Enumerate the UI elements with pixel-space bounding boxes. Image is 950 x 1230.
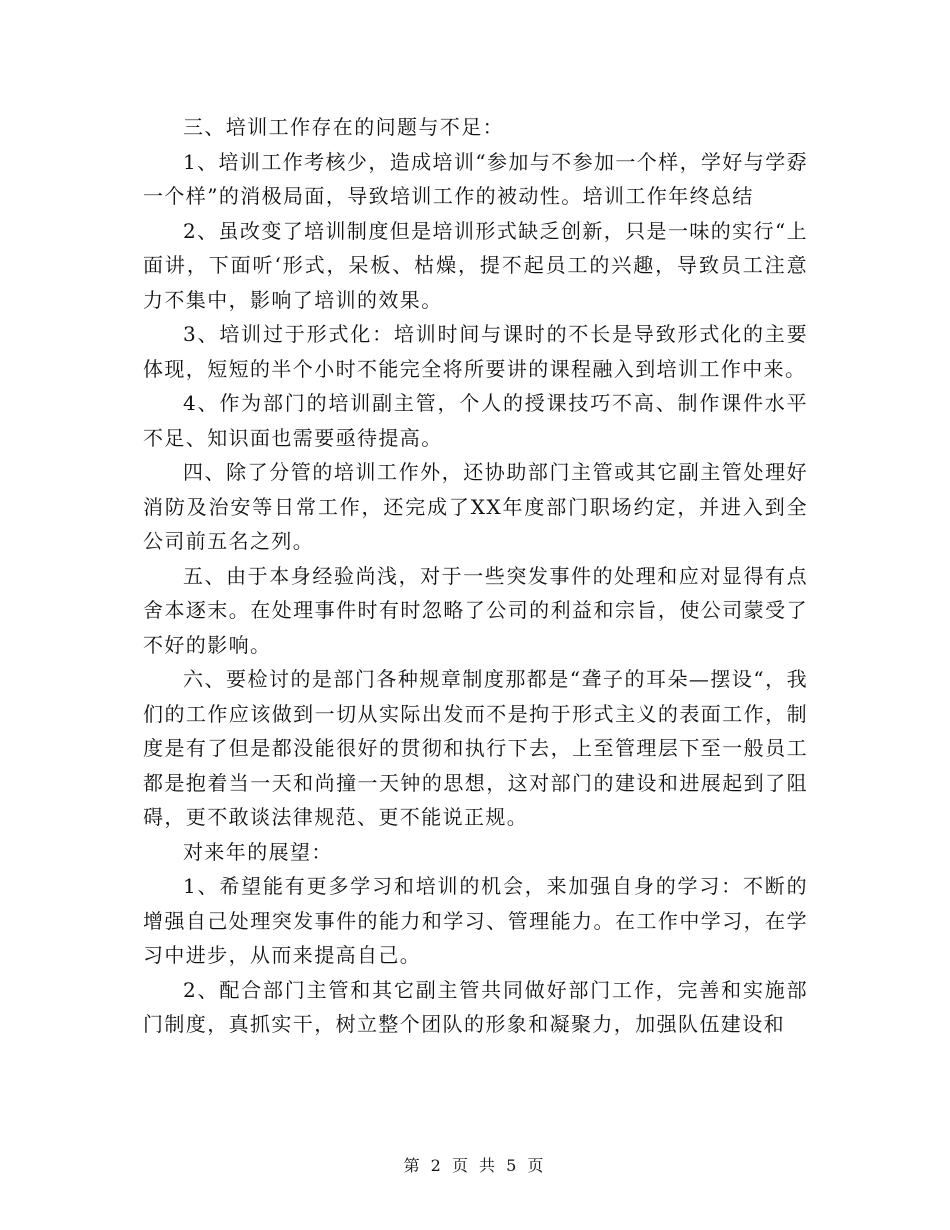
paragraph-outlook-1: 1、希望能有更多学习和培训的机会，来加强自身的学习：不断的增强自己处理突发事件的能力和学习、管理能力。在工作中学习，在学习中进步，从而来提高自己。 xyxy=(143,874,808,967)
paragraph-section-four: 四、除了分管的培训工作外，还协助部门主管或其它副主管处理好消防及治安等日常工作，还完成了XX年度部门职场约定，并进入到全公司前五名之列。 xyxy=(143,460,808,553)
paragraph-issue-3: 3、培训过于形式化：培训时间与课时的不长是导致形式化的主要体现，短短的半个小时不能完全将所要讲的课程融入到培训工作中来。 xyxy=(143,322,808,381)
paragraph-section-six: 六、要检讨的是部门各种规章制度那都是“聋子的耳朵—摆设“，我们的工作应该做到一切从实际出发而不是拘于形式主义的表面工作，制度是有了但是都没能很好的贯彻和执行下去，上至管理层下至一般员工都是抱着当一天和尚撞一天钟的思想，这对部门的建设和进展起到了阻碍，更不敢谈法律规范、更不能说正规。 xyxy=(143,667,808,829)
paragraph-issue-2: 2、虽改变了培训制度但是培训形式缺乏创新，只是一味的实行“上面讲，下面听‘形式，呆板、枯燥，提不起员工的兴趣，导致员工注意力不集中，影响了培训的效果。 xyxy=(143,218,808,312)
paragraph-section-five: 五、由于本身经验尚浅，对于一些突发事件的处理和应对显得有点舍本逐末。在处理事件时有时忽略了公司的利益和宗旨，使公司蒙受了不好的影响。 xyxy=(143,563,808,657)
paragraph-issue-1: 1、培训工作考核少，造成培训“参加与不参加一个样，学好与学孬一个样”的消极局面，导致培训工作的被动性。培训工作年终总结 xyxy=(143,149,808,208)
page-number-footer: 第 2 页 共 5 页 xyxy=(403,1156,547,1175)
paragraph-outlook-heading: 对来年的展望： xyxy=(183,839,333,864)
paragraph-issue-4: 4、作为部门的培训副主管，个人的授课技巧不高、制作课件水平不足、知识面也需要亟待提高。 xyxy=(143,391,808,450)
paragraph-section-three-heading: 三、培训工作存在的问题与不足： xyxy=(183,115,504,139)
paragraph-outlook-2: 2、配合部门主管和其它副主管共同做好部门工作，完善和实施部门制度，真抓实干，树立整个团队的形象和凝聚力，加强队伍建设和 xyxy=(143,977,808,1036)
document-body xyxy=(143,110,808,1042)
